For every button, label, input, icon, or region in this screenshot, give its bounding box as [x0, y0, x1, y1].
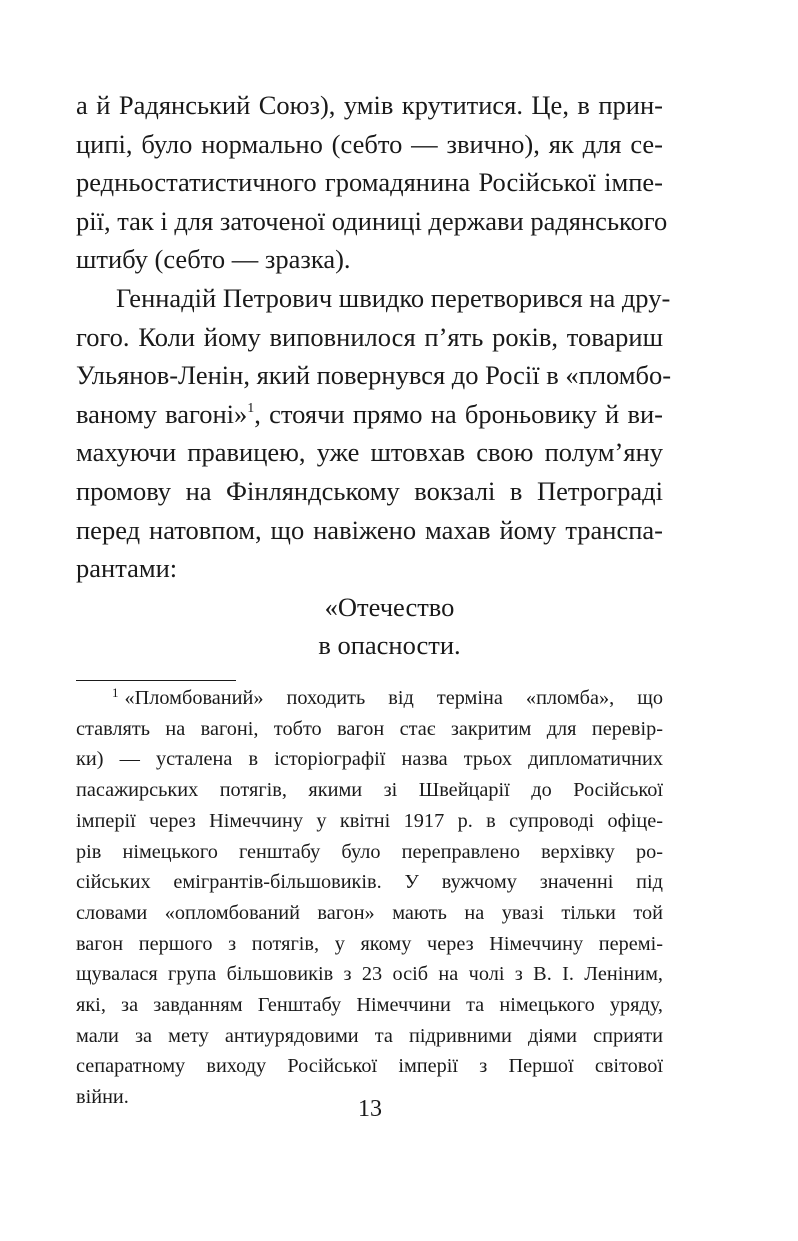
footnote-text: «Пломбований» походить від терміна «пломба», що — [124, 687, 663, 709]
footnote-line: війни. — [76, 1086, 129, 1109]
footnote-line: ки) — усталена в історіографії назва трьох дипломатичних — [76, 748, 663, 771]
footnote-line: словами «опломбований вагон» мають на увазі тільки той — [76, 901, 663, 924]
text-line: рії, так і для заточеної одиниці держави радянського — [76, 205, 668, 236]
text-line: ципі, було нормально (себто — звично), як для се- — [76, 128, 663, 159]
main-text — [76, 86, 672, 665]
text-line: махуючи правицею, уже штовхав свою полум’яну — [76, 437, 663, 468]
footnote-line: щувалася група більшовиків з 23 осіб на чолі з В. І. Леніним, — [76, 963, 663, 986]
footnote-line: імперії через Німеччину у квітні 1917 р. в супроводі офіце- — [76, 809, 663, 832]
text-line: редньостатистичного громадянина Російської імпе- — [76, 167, 663, 198]
text-line: штибу (себто — зразка). — [76, 244, 351, 275]
footnote-line: рів німецького генштабу було переправлено верхівку ро- — [76, 840, 663, 863]
footnote-separator — [76, 680, 236, 681]
footnote-reference: 1 — [247, 400, 255, 416]
text-line: Ульянов-Ленін, який повернувся до Росії в «пломбо- — [76, 360, 672, 391]
footnote-line: вагон першого з потягів, у якому через Німеччину перемі- — [76, 932, 663, 955]
text-segment: ваному вагоні» — [76, 398, 248, 429]
text-line: перед натовпом, що навіжено махав йому транспа- — [76, 514, 663, 545]
footnote — [76, 683, 663, 1113]
footnote-line: сепаратному виходу Російської імперії з Першої світової — [76, 1055, 663, 1078]
text-line-with-footnote-ref — [76, 395, 663, 434]
page-number: 13 — [358, 1096, 382, 1122]
footnote-line: ставлять на вагоні, тобто вагон стає закритим для перевір- — [76, 717, 663, 740]
footnote-line — [76, 683, 663, 714]
verse-line: в опасности. — [318, 630, 461, 661]
footnote-line: сійських емігрантів-більшовиків. У вужчому значенні під — [76, 871, 663, 894]
text-line: гого. Коли йому виповнилося п’ять років, товариш — [76, 321, 663, 352]
footnote-line: мали за мету антиурядовими та підривними діями сприяти — [76, 1024, 663, 1047]
text-line: Геннадій Петрович швидко перетворився на дру- — [116, 282, 671, 313]
text-line: промову на Фінляндському вокзалі в Петрограді — [76, 475, 663, 506]
text-line: а й Радянський Союз), умів крутитися. Це, в прин- — [76, 90, 663, 120]
text-segment: , стоячи прямо на броньовику й ви- — [254, 398, 663, 429]
footnote-line: які, за завданням Генштабу Німеччини та німецького уряду, — [76, 994, 663, 1017]
footnote-marker: 1 — [112, 685, 119, 700]
text-line: рантами: — [76, 553, 178, 584]
footnote-line: пасажирських потягів, якими зі Швейцарії до Російської — [76, 779, 663, 802]
verse-line: «Отечество — [324, 591, 455, 622]
